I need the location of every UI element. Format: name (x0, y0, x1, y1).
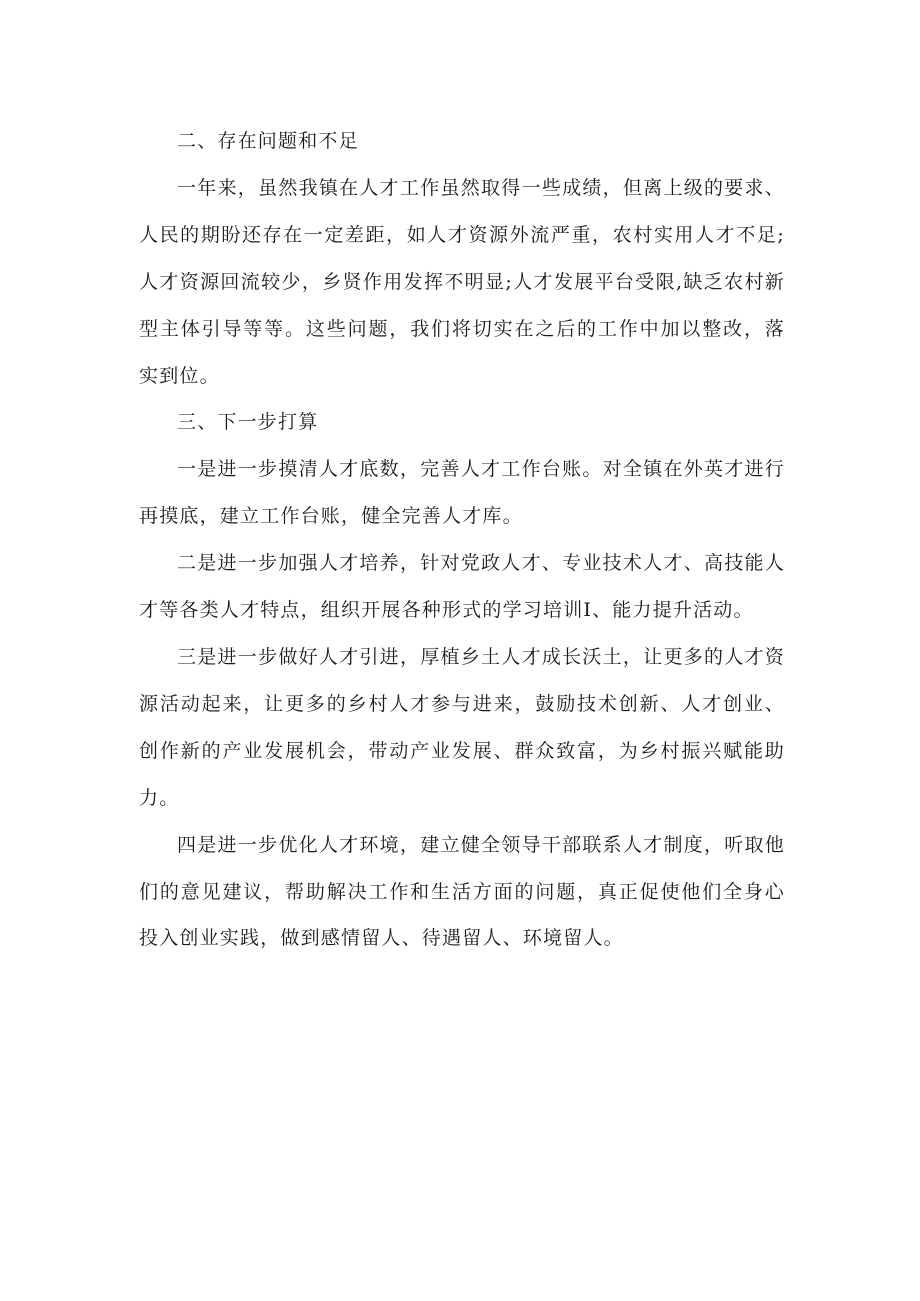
document-page (139, 118, 785, 962)
paragraph-step-two: 二是进一步加强人才培养，针对党政人才、专业技术人才、高技能人才等各类人才特点，组织开展各种形式的学习培训I、能力提升活动。 (139, 552, 785, 622)
paragraph-step-three: 三是进一步做好人才引进，厚植乡土人才成长沃土，让更多的人才资源活动起来，让更多的乡村人才参与进来，鼓励技术创新、人才创业、创作新的产业发展机会，带动产业发展、群众致富，为乡村振兴赋能助力。 (139, 645, 785, 809)
section-heading-problems: 二、存在问题和不足 (177, 130, 359, 152)
paragraph-problems: 一年来，虽然我镇在人才工作虽然取得一些成绩，但离上级的要求、人民的期盼还存在一定差距，如人才资源外流严重，农村实用人才不足;人才资源回流较少，乡贤作用发挥不明显;人才发展平台受限,缺乏农村新型主体引导等等。这些问题，我们将切实在之后的工作中加以整改，落实到位。 (139, 176, 785, 387)
paragraph-step-one: 一是进一步摸清人才底数，完善人才工作台账。对全镇在外英才进行再摸底，建立工作台账，健全完善人才库。 (139, 458, 785, 528)
paragraph-step-four: 四是进一步优化人才环境，建立健全领导干部联系人才制度，听取他们的意见建议，帮助解决工作和生活方面的问题，真正促使他们全身心投入创业实践，做到感情留人、待遇留人、环境留人。 (139, 833, 785, 950)
section-heading-next-steps: 三、下一步打算 (177, 411, 319, 434)
